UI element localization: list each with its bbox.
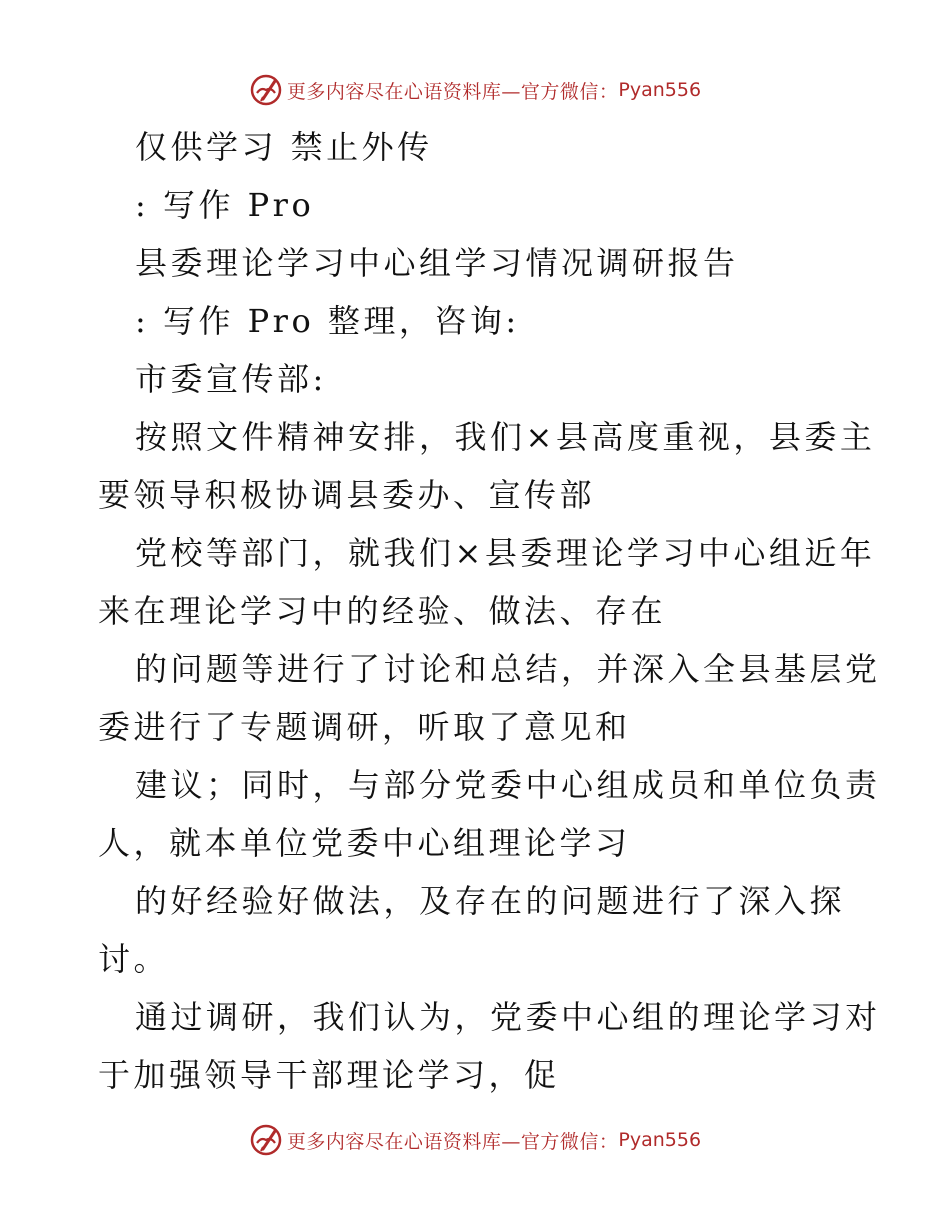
doc-line: 仅供学习 禁止外传 xyxy=(135,128,433,166)
footer-banner xyxy=(0,1120,950,1160)
doc-line: 建议；同时，与部分党委中心组成员和单位负责 xyxy=(135,766,881,804)
doc-line: 的好经验好做法，及存在的问题进行了深入探 xyxy=(135,882,846,920)
doc-line: 的问题等进行了讨论和总结，并深入全县基层党 xyxy=(135,650,881,688)
doc-line: 按照文件精神安排，我们×县高度重视，县委主 xyxy=(135,418,876,456)
book-pen-icon xyxy=(249,73,283,107)
doc-line: 党校等部门，就我们×县委理论学习中心组近年 xyxy=(135,534,876,572)
banner-wechat-id: Pyan556 xyxy=(618,79,702,101)
document-body xyxy=(98,118,881,1104)
doc-line: 于加强领导干部理论学习，促 xyxy=(98,1056,560,1094)
doc-line: : 写作 Pro 整理，咨询: xyxy=(135,302,520,340)
doc-line: : 写作 Pro xyxy=(135,186,315,224)
banner-text: 更多内容尽在心语资料库—官方微信： xyxy=(286,80,619,103)
doc-line: 人，就本单位党委中心组理论学习 xyxy=(98,824,631,862)
doc-line: 委进行了专题调研，听取了意见和 xyxy=(98,708,631,746)
book-pen-icon xyxy=(249,1123,283,1157)
doc-line: 县委理论学习中心组学习情况调研报告 xyxy=(135,244,739,282)
doc-line: 讨。 xyxy=(98,940,170,978)
doc-line: 通过调研，我们认为，党委中心组的理论学习对 xyxy=(135,998,881,1036)
doc-line: 要领导积极协调县委办、宣传部 xyxy=(98,476,596,514)
doc-line: 来在理论学习中的经验、做法、存在 xyxy=(98,592,667,630)
banner-text: 更多内容尽在心语资料库—官方微信： xyxy=(286,1130,619,1153)
banner-wechat-id: Pyan556 xyxy=(618,1129,702,1151)
header-banner xyxy=(0,70,950,110)
doc-line: 市委宣传部: xyxy=(135,360,327,398)
